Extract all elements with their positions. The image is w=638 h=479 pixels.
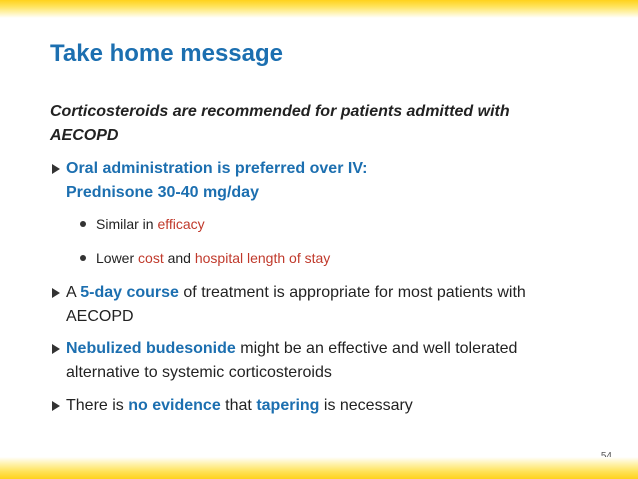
sub-bullet-text — [96, 250, 330, 266]
bullet-text — [66, 281, 610, 329]
bullet-2-line-2: AECOPD — [66, 308, 134, 325]
bullet-text — [66, 157, 610, 205]
bullet-2-suffix: of treatment is appropriate for most patients with — [178, 284, 526, 301]
bullet-3-suffix: might be an effective and well tolerated — [235, 340, 518, 357]
arrow-bullet-icon — [52, 164, 60, 174]
arrow-bullet-icon — [52, 288, 60, 298]
bullet-1-line-1: Oral administration is preferred over IV: — [66, 160, 368, 177]
bullet-text — [66, 337, 610, 385]
bullet-2-emphasis: 5-day course — [80, 284, 179, 301]
dot-bullet-icon — [80, 255, 86, 261]
sub-2-emphasis-cost: cost — [138, 250, 164, 266]
bullet-4-mid: that — [220, 397, 257, 414]
bullet-oral-administration — [50, 157, 610, 205]
bullet-4-emphasis-evidence: no evidence — [128, 397, 221, 414]
bullet-4-emphasis-tapering: tapering — [256, 397, 320, 414]
slide-title: Take home message — [50, 40, 284, 67]
sub-1-prefix: Similar in — [96, 216, 158, 232]
bullet-3-line-2: alternative to systemic corticosteroids — [66, 364, 332, 381]
top-decorative-band — [0, 0, 638, 18]
bottom-decorative-band — [0, 457, 638, 479]
arrow-bullet-icon — [52, 344, 60, 354]
arrow-bullet-icon — [52, 401, 60, 411]
intro-statement — [50, 100, 610, 148]
bullet-3-emphasis: Nebulized budesonide — [66, 340, 236, 357]
sub-bullet-text — [96, 216, 205, 232]
sub-2-prefix: Lower — [96, 250, 139, 266]
dot-bullet-icon — [80, 221, 86, 227]
sub-2-mid: and — [163, 250, 195, 266]
bullet-5-day-course — [50, 281, 610, 329]
bullet-no-evidence-tapering — [50, 394, 610, 418]
intro-line-2: AECOPD — [50, 127, 119, 144]
bullet-1-line-2: Prednisone 30-40 mg/day — [66, 184, 259, 201]
sub-1-emphasis: efficacy — [157, 216, 205, 232]
bullet-4-suffix: is necessary — [319, 397, 413, 414]
bullet-2-prefix: A — [66, 284, 81, 301]
sub-bullet-efficacy — [80, 214, 205, 234]
sub-2-emphasis-stay: hospital length of stay — [194, 250, 331, 266]
sub-bullet-cost — [80, 248, 330, 268]
bullet-nebulized-budesonide — [50, 337, 610, 385]
bullet-4-prefix: There is — [66, 397, 129, 414]
intro-line-1: Corticosteroids are recommended for patients admitted with — [50, 103, 510, 120]
bullet-text — [66, 394, 610, 418]
